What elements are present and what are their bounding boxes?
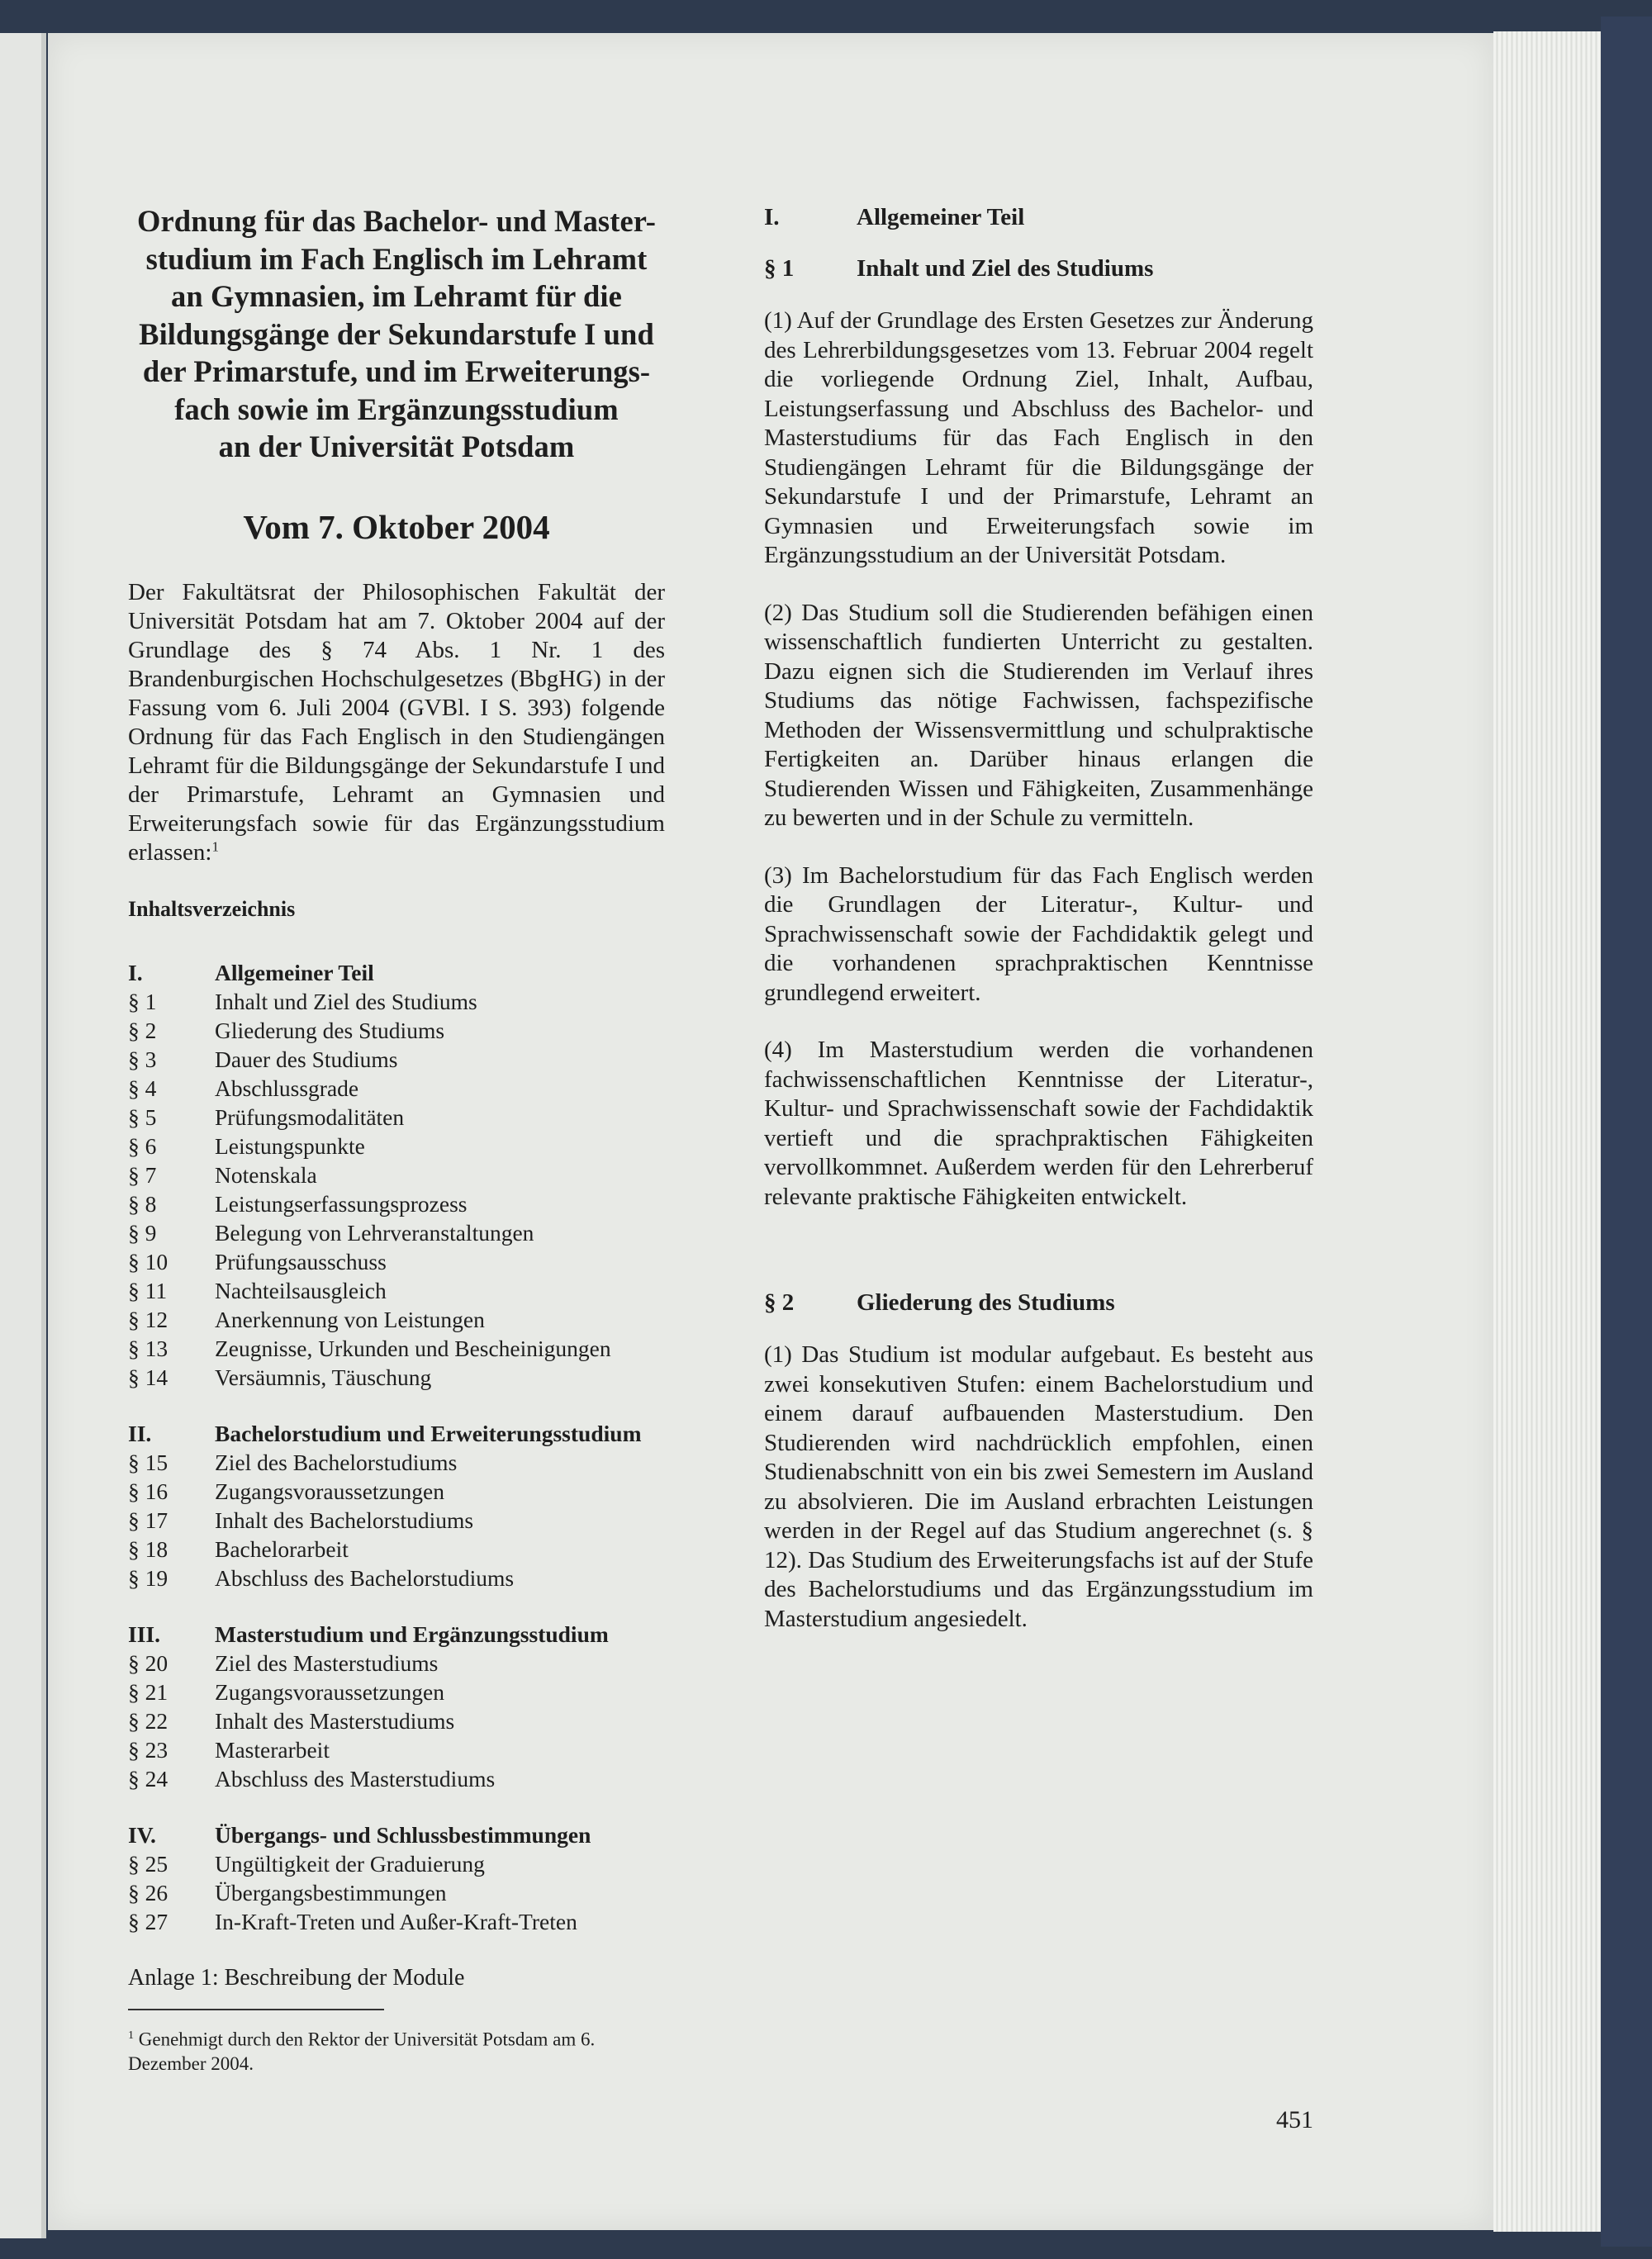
toc-item[interactable]: § 19 Abschluss des Bachelorstudiums bbox=[128, 1564, 515, 1591]
toc-item[interactable]: § 12 Anerkennung von Leistungen bbox=[128, 1306, 485, 1332]
toc-part-heading[interactable]: IV. Übergangs- und Schlussbestimmungen bbox=[128, 1821, 591, 1848]
toc-item[interactable]: § 8 Leistungserfassungsprozess bbox=[128, 1190, 468, 1217]
toc-group bbox=[128, 1620, 665, 1793]
title-line: studium im Fach Englisch im Lehramt bbox=[145, 241, 648, 276]
footnote-number: 1 bbox=[128, 2029, 134, 2042]
toc-item[interactable]: § 22 Inhalt des Masterstudiums bbox=[128, 1707, 455, 1734]
footnote-text: Genehmigt durch den Rektor der Universität Potsdam am 6. Dezember 2004. bbox=[128, 2029, 596, 2075]
toc-item[interactable]: § 4 Abschlussgrade bbox=[128, 1075, 359, 1101]
toc-item[interactable]: § 24 Abschluss des Masterstudiums bbox=[128, 1765, 496, 1792]
toc-item[interactable]: § 1 Inhalt und Ziel des Studiums bbox=[128, 988, 477, 1014]
paragraph: (4) Im Masterstudium werden die vorhandenen fachwissenschaftlichen Kenntnisse der Literatur-, Kultur- und Sprachwissenschaft sowie der Fachdidaktik vertieft und die sprachpraktischen Fähigkeiten vervollkommnet. Außerdem werden für den Lehrerberuf relevante praktische Fähigkeiten entwickelt. bbox=[764, 1037, 1313, 1210]
preamble-text: Der Fakultätsrat der Philosophischen Fakultät der Universität Potsdam hat am 7. Oktober 2004 auf der Grundlage des § 74 Abs. 1 Nr. 1 des Brandenburgischen Hochschulgesetzes (BbgHG) in der Fassung vom 6. Juli 2004 (GVBl. I S. 393) folgende Ordnung für das Fach Englisch in den Studiengängen Lehramt für die Bildungsgänge der Sekundarstufe I und der Primarstufe, Lehramt an Gymnasien und Erweiterungsfach sowie für das Ergänzungsstudium erlassen: bbox=[128, 578, 665, 866]
paragraph: (3) Im Bachelorstudium für das Fach Englisch werden die Grundlagen der Literatur-, Kultur- und Sprachwissenschaft sowie der Fachdidaktik gelegt und die vorhandenen sprachpraktischen Kenntnisse grundlegend erweitert. bbox=[764, 861, 1313, 1006]
title-line: Bildungsgänge der Sekundarstufe I und bbox=[139, 316, 654, 351]
toc-group bbox=[128, 1820, 665, 1936]
toc-item[interactable]: § 16 Zugangsvoraussetzungen bbox=[128, 1478, 444, 1504]
toc-item[interactable]: § 9 Belegung von Lehrveranstaltungen bbox=[128, 1219, 534, 1246]
book-cover-edge bbox=[1601, 17, 1652, 2247]
toc-item[interactable]: § 27 In-Kraft-Treten und Außer-Kraft-Treten bbox=[128, 1908, 577, 1934]
part-heading: I. Allgemeiner Teil bbox=[764, 204, 1025, 230]
left-column bbox=[128, 202, 665, 2076]
page-stack-edge bbox=[1493, 31, 1601, 2232]
section-heading: § 2 Gliederung des Studiums bbox=[764, 1289, 1115, 1316]
toc-item[interactable]: § 17 Inhalt des Bachelorstudiums bbox=[128, 1507, 474, 1533]
toc-part-heading[interactable]: I. Allgemeiner Teil bbox=[128, 959, 374, 985]
paragraph: (2) Das Studium soll die Studierenden befähigen einen wissenschaftlich fundierten Unterricht zu gestalten. Dazu eignen sich die Studierenden im Verlauf ihres Studiums das nötige Fachwissen, fachspezifische Methoden der Wissensvermittlung und schulpraktische Fertigkeiten an. Darüber hinaus erlangen die Studierenden Wissen und Fähigkeiten, Zusammenhänge zu bewerten und in der Schule zu vermitteln. bbox=[764, 599, 1313, 831]
title-line: Ordnung für das Bachelor- und Master- bbox=[137, 204, 656, 238]
footnote-marker[interactable]: 1 bbox=[211, 838, 219, 854]
title-line: fach sowie im Ergänzungsstudium bbox=[174, 392, 619, 426]
right-column bbox=[764, 202, 1313, 1634]
toc-group bbox=[128, 958, 665, 1392]
toc-item[interactable]: § 3 Dauer des Studiums bbox=[128, 1046, 398, 1072]
toc-item[interactable]: § 23 Masterarbeit bbox=[128, 1736, 330, 1763]
page-number: 451 bbox=[1276, 2106, 1313, 2133]
toc-item[interactable]: § 5 Prüfungsmodalitäten bbox=[128, 1103, 405, 1130]
toc-heading: Inhaltsverzeichnis bbox=[128, 896, 296, 921]
footnote bbox=[128, 2024, 665, 2077]
toc-group bbox=[128, 1419, 665, 1592]
toc-item[interactable]: § 13 Zeugnisse, Urkunden und Bescheinigungen bbox=[128, 1335, 611, 1361]
appendix-entry[interactable]: Anlage 1: Beschreibung der Module bbox=[128, 1964, 465, 1991]
preamble bbox=[128, 578, 665, 867]
toc-item[interactable]: § 18 Bachelorarbeit bbox=[128, 1535, 349, 1562]
toc-item[interactable]: § 15 Ziel des Bachelorstudiums bbox=[128, 1449, 458, 1475]
toc-item[interactable]: § 7 Notenskala bbox=[128, 1161, 317, 1188]
footnote-divider bbox=[128, 2009, 384, 2010]
toc-part-heading[interactable]: III. Masterstudium und Ergänzungsstudium bbox=[128, 1621, 609, 1647]
toc-item[interactable]: § 10 Prüfungsausschuss bbox=[128, 1248, 387, 1274]
paragraph: (1) Das Studium ist modular aufgebaut. Es besteht aus zwei konsekutiven Stufen: einem Bachelorstudium und einem darauf aufbauenden Masterstudium. Den Studierenden wird nachdrücklich empfohlen, einen Studienabschnitt von ein bis zwei Semestern im Ausland zu absolvieren. Die im Ausland erbrachten Leistungen werden in der Regel auf das Studium angerechnet (s. § 12). Das Studium des Erweiterungsfachs ist auf der Stufe des Bachelorstudiums und das Ergänzungsstudium im Masterstudium angesiedelt. bbox=[764, 1341, 1313, 1632]
toc-item[interactable]: § 6 Leistungspunkte bbox=[128, 1132, 365, 1159]
paragraph: (1) Auf der Grundlage des Ersten Gesetzes zur Änderung des Lehrerbildungsgesetzes vom 13. Februar 2004 regelt die vorliegende Ordnung Ziel, Inhalt, Aufbau, Leistungserfassung und Abschluss des Bachelor- und Masterstudiums für das Fach Englisch in den Studiengängen Lehramt für die Bildungsgänge der Sekundarstufe I und der Primarstufe, Lehramt an Gymnasien und Erweiterungsfach sowie im Ergänzungsstudium an der Universität Potsdam. bbox=[764, 307, 1313, 568]
previous-page-edge bbox=[0, 33, 46, 2238]
document-date: Vom 7. Oktober 2004 bbox=[243, 507, 550, 546]
toc-item[interactable]: § 2 Gliederung des Studiums bbox=[128, 1017, 445, 1043]
toc-item[interactable]: § 14 Versäumnis, Täuschung bbox=[128, 1364, 432, 1390]
toc-item[interactable]: § 20 Ziel des Masterstudiums bbox=[128, 1649, 439, 1676]
document-title bbox=[128, 202, 665, 466]
section-heading: § 1 Inhalt und Ziel des Studiums bbox=[764, 255, 1154, 282]
toc-item[interactable]: § 26 Übergangsbestimmungen bbox=[128, 1879, 447, 1905]
title-line: an der Universität Potsdam bbox=[218, 429, 575, 463]
toc-part-heading[interactable]: II. Bachelorstudium und Erweiterungsstudium bbox=[128, 1420, 642, 1446]
toc-item[interactable]: § 21 Zugangsvoraussetzungen bbox=[128, 1678, 444, 1705]
toc-item[interactable]: § 25 Ungültigkeit der Graduierung bbox=[128, 1850, 485, 1877]
title-line: der Primarstufe, und im Erweiterungs- bbox=[142, 354, 651, 388]
toc-item[interactable]: § 11 Nachteilsausgleich bbox=[128, 1277, 387, 1303]
title-line: an Gymnasien, im Lehramt für die bbox=[171, 279, 622, 313]
